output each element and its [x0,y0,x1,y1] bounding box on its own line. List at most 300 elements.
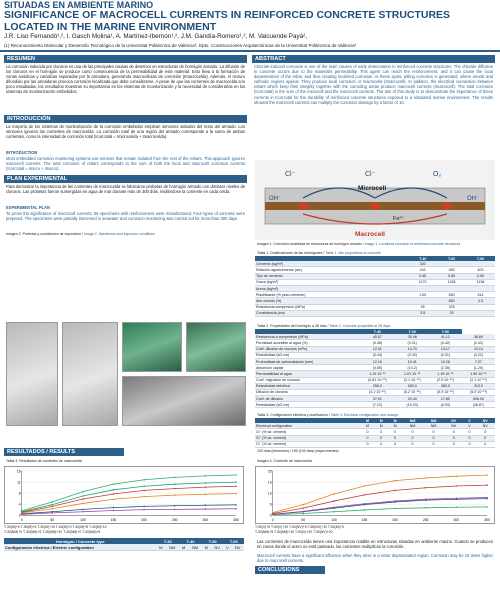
table-cell: NV [231,544,244,551]
data-point [82,509,84,511]
x-tick-label: 300 [202,518,209,523]
resumen-text: La corrosión inducida por cloruros es una de las principales causas de deterioro en estructuras de hormigón armado. La difusión de los cloruros en el hormigón se produce como consecuencia de la permeabilidad de este material. Esto lleva a la formación de zonas anódicas y catódicas separadas por la armadura, generando macrocélulas de corrosión (Imacrocelda). Además, el cloruro difundido por las armaduras provoca corrosión localizada que debe considerarse. A pesar de que las corrientes de macrocelda son poco estudiadas, los resultados muestran su importancia en los sistemas de monitorización y la necesidad de considerarlas en los sistemas de monitorización embebidos. [6,64,245,95]
microcell-label: Microcell [358,185,387,192]
data-point [205,504,207,506]
data-point [303,513,305,515]
table-cell: V [223,544,231,551]
table-cell: 0 [476,435,495,441]
oxygen-label: O₂ [433,171,442,178]
table-cell: 0 [463,429,475,435]
data-point [113,510,115,512]
table-2 [255,329,495,408]
table-cell: Resistencia a compresión (MPa) [255,334,359,340]
data-point [205,486,207,488]
data-point [364,485,366,487]
resultados-title-es: RESULTADOS [7,449,45,455]
experimental-plan-label: EXPERIMENTAL PLAN [6,205,50,210]
table-cell: (5.0·10⁻¹¹) [462,389,495,395]
x-tick-label: 350 [484,518,490,523]
table-cell: (5.2·10⁻¹¹) [396,389,429,395]
table-cell: NM [165,544,179,551]
data-point [364,509,366,511]
chloride-label-2: Cl⁻ [365,171,376,178]
table-cell: 0 [463,435,475,441]
table-cell: NV [444,423,463,429]
results-right-caption: Imagen 4. Corriente de macrocelda [257,459,312,463]
data-point [205,482,207,484]
table-cell: 0 [388,441,402,447]
data-point [52,506,54,508]
data-point [174,477,176,479]
x-tick-label: 200 [392,518,398,523]
table-cell: 0 [361,429,375,435]
data-point [486,506,488,508]
table-cell: (0.81·10⁻¹¹) [359,377,396,383]
table-cell: (0.22) [462,352,495,358]
table-cell: NM [188,544,202,551]
table-row [255,310,495,316]
x-tick-label: 250 [422,518,429,523]
data-point [425,477,427,479]
table-cell: 400 [466,267,495,273]
table-header-cell: M [361,418,375,423]
table-cell: 0.90 [466,273,495,279]
hydroxide-label-1: OH⁻ [269,196,282,202]
data-point [303,511,305,513]
table-cell: (2.35) [429,365,462,371]
introduccion-title: INTRODUCCIÓN [4,115,247,123]
table-3 [255,418,495,448]
table-cell: 41.12 [429,334,462,340]
table-cell: M [156,544,165,551]
table-1 [255,256,495,317]
table-cell: 37.01 [359,396,396,402]
y-tick-label: 6 [269,502,272,507]
table-cell: 650 [437,292,466,298]
table-3-caption: Tabla 3. Configuración eléctrica y dosificación / Table 3. Electrical configuration and dosage [257,413,399,417]
table-cell: 313.0 [462,383,495,389]
table-cell: (0.42) [429,340,462,346]
y-tick-label: 4 [18,502,21,507]
conclusiones-text: Las corrientes de macrocelda tienen una importancia notable en estructuras situadas en ambiente marino. Cuando se producen en zonas donde el acero no está pasivado, las corrientes multiplican la corrosión. [257,539,493,550]
x-tick-label: 50 [50,518,55,523]
data-point [486,474,488,476]
table-3-title-en: Table 3. Electrical configuration and dosage [330,413,399,417]
title-line-3: LOCATED IN THE MARINE ENVIRONMENT [4,21,217,33]
table-cell: 13.14 [462,346,495,352]
table-header-cell: T-40 [179,538,202,544]
chart-left-legend-2: T-30(NM)+0 T-30(NM)+5 T-30(NM)+10 T-40(NM)+0 T-40(NM)+5 [4,530,101,534]
x-tick-label: 0 [20,518,23,523]
data-point [425,507,427,509]
table-row-label: Configuración eléctrica / Electric configuration [4,544,156,551]
conclusions-text: Macrocell currents have a significant influence when they arise in a rebar depassivated region. Corrosion may be 10 times higher due to macrocell currents. [257,553,493,564]
table-1-title-en: Table 1. Mix proportions of concrete [325,251,381,255]
table-cell: 20 [437,310,466,316]
table-2-title: Tabla 2. Propiedades del hormigón a 28 días [257,324,327,328]
iron-ion-label: Fe²⁺ [393,216,405,222]
figure-1-caption-en: Image 1. Localized corrosion in reinforced concrete structures [364,242,461,246]
plan-text: Para demostrar la importancia de las corrientes de macrocelda se fabricaron probetas de hormigón armado con distintos niveles de cloruros. Las probetas fueron sumergidas en agua de mar durante más de 300 días, midiéndose la corriente en cada celda. [6,184,245,195]
x-tick-label: 50 [301,518,306,523]
data-point [113,493,115,495]
table-header-cell: T-60 [396,329,429,334]
y-tick-label: 15 [16,469,21,474]
table-cell: Plastificante (% peso cemento) [255,292,408,298]
table-cell: 17.80 [429,396,462,402]
table-header-cell: T-90 [429,329,462,334]
table-cell: (0.32) [396,352,429,358]
table-header-cell: NV [444,418,463,423]
table-header-cell: T-90 [466,256,495,261]
table-cell: Profundidad de carbonatación (mm) [255,358,359,364]
data-point [82,498,84,500]
table-cell: 0.45 [408,273,437,279]
table-cell: 1156 [437,279,466,285]
y-tick-label: 8 [18,491,21,496]
data-point [143,490,145,492]
table-cell: 0 [374,441,388,447]
table-cell: 0 [444,429,463,435]
conclusions-title: CONCLUSIONS [255,566,325,574]
data-point [143,479,145,481]
table-row [255,402,495,408]
table-cell: Permeabilidad al agua [255,371,359,377]
table-2-block [255,323,495,408]
table-cell: 650 [437,298,466,304]
data-point [174,488,176,490]
table-cell: NV [211,544,224,551]
table-cell: 20.40 [396,396,429,402]
macrocell-chart-left [4,466,244,524]
table-row [255,441,495,447]
table-cell: 7.07 [462,358,495,364]
table-1-caption: Tabla 1. Dosificaciones de las hormigones / Table 1. Mix proportions of concrete [257,251,381,255]
table-cell: 10.41 [396,358,429,364]
data-point [486,484,488,486]
table-3-block [255,412,495,454]
table-cell [466,310,495,316]
table-cell: (4.1·10⁻¹¹) [359,389,396,395]
table-cell: 0 [374,429,388,435]
table-cell: 1.15·10⁻¹¹ [429,371,462,377]
table-3-note: 100 días (inmersión) / 100 (100 días) (especímenes) [257,448,339,453]
table-cell: Absorción capilar [255,365,359,371]
table-cell: 4.5 [466,298,495,304]
chart-right-legend-2: T-50(NM)+5 T-50(NM)+10 T-50(V)+20 T-50(NV)+20 [255,530,333,534]
table-header-cell: T-60 [202,538,224,544]
data-point [364,494,366,496]
table-cell: Difusión de cloruros [255,389,359,395]
y-tick-label: 0 [269,513,272,518]
hydroxide-label-2: OH⁻ [467,196,480,202]
data-point [235,504,237,506]
table-cell: M [202,544,211,551]
table-cell: Arena (kg/m³) [255,285,408,291]
title-line-2: SIGNIFICANCE OF MACROCELL CURRENTS IN REINFORCED CONCRETE STRUCTURES [4,9,451,21]
table-cell: Cl⁻ (% wt. cement) [255,429,361,435]
data-point [82,503,84,505]
x-tick-label: 300 [453,518,460,523]
x-tick-label: 250 [171,518,178,523]
table-cell: Resistividad eléctrica [255,383,359,389]
resultados-title: RESULTADOS / RESULTS [4,448,124,456]
conclusions-block [255,538,495,574]
table-2-caption: Tabla 2. Propiedades del hormigón a 28 días / Table 2. Concrete properties at 28 days [257,324,391,328]
table-cell: 383.0 [429,383,462,389]
data-point [303,504,305,506]
table-cell: 325 [437,304,466,310]
table-cell: Electrical configuration [255,423,361,429]
table-cell: Cl⁻ (% wt. cement) [255,441,361,447]
table-cell: 0 [388,429,402,435]
table-cell: 3.5 [408,310,437,316]
table-cell: Grava (kg/m³) [255,279,408,285]
table-cell: 606.00 [462,396,495,402]
table-cell: (0.31) [429,352,462,358]
table-cell: Aire ocluido (%) [255,298,408,304]
table-cell: 45 [408,304,437,310]
table-cell: 1170 [408,279,437,285]
table-cell: (0.46) [359,340,396,346]
chloride-label-1: Cl⁻ [285,171,296,178]
figure-2-caption-es: Imagen 2. Probetas y condiciones de exposición [6,232,82,236]
table-cell: 12.01 [359,346,396,352]
table-header-cell: T-40 [359,329,396,334]
table-cell: 0 [402,435,423,441]
specimen-rack-photo [122,376,246,426]
data-point [394,500,396,502]
table-cell: (10.23) [396,402,429,408]
data-point [205,508,207,510]
table-cell: (36.87) [462,402,495,408]
x-tick-label: 200 [141,518,147,523]
title-line-1: SITUADAS EN AMBIENTE MARINO [4,0,154,10]
table-cell: 283.0 [396,383,429,389]
data-point [394,480,396,482]
table-cell: M [374,423,388,429]
data-point [143,485,145,487]
poster-header [0,0,500,52]
data-point [394,490,396,492]
data-point [205,493,207,495]
table-1-block [255,250,495,317]
concrete-configuration-table [4,538,244,551]
data-point [333,507,335,509]
y-tick-label: 13 [267,491,272,496]
table-cell: 1138 [466,279,495,285]
table-cell: (4.65) [359,365,396,371]
specimen-diagram [62,322,118,426]
data-point [303,507,305,509]
x-tick-label: 150 [361,518,368,523]
introduccion-text: La mayoría de los sistemas de monitorización de la corrosión embebidos emplean sensores aislados del resto del armado. Los sensores ignoran las corrientes de macrocelda. La corrosión total de una región del armado corresponde a la suma de ambas corrientes, como la intensidad de corrosión total (Icorr,total = Imicrocelda + Imacrocelda). [6,124,245,140]
table-cell: Resistividad (kΩ·cm) [255,352,359,358]
table-cell: Cemento (kg/m³) [255,261,408,267]
left-column [4,55,247,237]
y-tick-label: 19 [267,480,272,485]
table-header-cell: T-60 [437,256,466,261]
table-3-title: Tabla 3. Configuración eléctrica y dosificación [257,413,328,417]
table-cell: (7.22) [359,402,396,408]
data-point [333,500,335,502]
table-cell: Tipo de cemento [255,273,408,279]
table-header-cell: NM [402,418,423,423]
data-point [235,508,237,510]
specimen-tank-photo-2 [186,322,246,372]
table-cell: 1.05 [408,292,437,298]
specimen-tank-photo [122,322,182,372]
table-cell: 0 [423,429,444,435]
x-tick-label: 0 [271,518,274,523]
data-point [113,499,115,501]
table-cell: 320 [408,261,437,267]
table-header-cell: T-90 [223,538,244,544]
data-point [486,497,488,499]
introduction-text: Most embedded corrosion monitoring systems use sensors that remain isolated from the rest of the rebars. This approach ignores macrocell currents. The total corrosion of rebars corresponds to the sum of both the local and macrocell corrosion currents (Icorr,total = Imicro + Imacro). [6,156,245,172]
specimen-photo-1 [6,322,58,426]
data-point [174,483,176,485]
table-row [4,544,244,551]
table-cell: NM [402,423,423,429]
data-point [52,512,54,514]
table-header-cell: V [463,418,475,423]
table-header-cell: T-40 [408,256,437,261]
macrocell-chart-right [255,466,495,524]
data-point [333,511,335,513]
chart-left-legend-1: T-30(M)+0 T-30(M)+5 T-30(M)+10 T-40(M)+0 T-40(M)+5 T-40(M)+10 [4,525,107,529]
data-point [82,511,84,513]
table-cell: 10.28 [429,358,462,364]
table-cell: (2.1·10⁻¹²) [396,377,429,383]
table-header-cell: Hormigón / Concrete type [4,538,156,544]
data-point [18,513,23,518]
table-cell: 1.01·10⁻¹¹ [396,371,429,377]
table-header-cell: NM [423,418,444,423]
table-cell: Porosidad accesible al agua (%) [255,340,359,346]
x-tick-label: 100 [80,518,86,523]
data-point [113,489,115,491]
table-header-cell: NV [476,418,495,423]
abstract-title: ABSTRACT [252,55,495,63]
data-point [394,508,396,510]
table-cell: 14.70 [396,346,429,352]
table-cell: 0 [402,429,423,435]
table-cell: 45.57 [359,334,396,340]
figure-1-caption-es: Imagen 1. Corrosión localizada en estructuras de hormigón armado [257,242,362,246]
table-cell: 0 [423,441,444,447]
table-cell: 0.60 [437,273,466,279]
table-cell: 0 [374,435,388,441]
data-point [174,505,176,507]
table-2-title-en: Table 2. Concrete properties at 28 days [329,324,391,328]
table-cell: 1.90·10⁻¹¹ [462,371,495,377]
table-cell: NV [476,423,495,429]
plan-title: PLAN EXPERIMENTAL [4,175,247,183]
table-cell: Coef. de difusión [255,396,359,402]
macrocell-label: Macrocell [355,231,385,238]
table-cell: 242 [408,267,437,273]
table-cell: 0 [388,435,402,441]
data-point [272,513,274,515]
data-point [113,483,115,485]
data-point [82,491,84,493]
table-cell: NM [423,423,444,429]
abstract-text: Chloride-induced corrosion is one of the main causes of early deterioration in reinforced concrete structures. The chloride diffusion in concrete occurs due to the material's permeability. This agent can reach the reinforcement, and it can cause the local depassivation of the rebar, and thus creating localized corrosion. At these spots, pitting corrosion is generated, where anodic and cathodic regions appear. They produce local corrosion or macrocells (Imacrocell). In addition, the electrical connection between rebars which keep their integrity together with the corroding areas produce macrocell currents (Imacrocell). The total corrosion (Icorr,total) is the sum of the microcell and the macrocell currents. The aim of this study is to demonstrate the importance of these currents in Icorr,total for the durability of reinforced concrete structures exposed to a simulated marine environment. The results showed the macrocell currents can multiply the corrosion damage by a factor of 10. [254,64,493,105]
experimental-plan-text: To prove the significance of macrocell currents, 56 specimens with reinforcement were manufactured. Four types of concrete were prepared. The specimens were partially immersed in seawater and corrosion monitoring was carried out for more than 300 days. [6,211,245,222]
table-cell: Relación agua/cemento (a/c) [255,267,408,273]
macrocell-schematic [255,160,495,240]
table-header-cell: T-30 [156,538,179,544]
data-point [456,485,458,487]
table-cell: 614 [466,292,495,298]
y-tick-label: 0 [18,513,21,518]
table-cell: M [179,544,188,551]
data-point [425,499,427,501]
data-point [456,497,458,499]
data-point [235,474,237,476]
data-point [456,507,458,509]
figure-2-caption-en: Image 2. Specimens and exposure conditions [84,232,155,236]
table-1-title: Tabla 1. Dosificaciones de las hormigones [257,251,323,255]
introduction-label: INTRODUCTION [6,150,38,155]
authors: J.R. Liso Fernandó¹,², I. Gasch Molina¹, A. Martínez-Ibernón¹,², J.M. Gandía-Romero¹,², M. Valcuende Payá², [4,33,307,40]
data-point [52,508,54,510]
table-cell: V [463,423,475,429]
x-tick-label: 350 [233,518,239,523]
table-cell: 0 [361,441,375,447]
results-left-caption: Tabla 4. Resultados de corrientes de macrocelda [6,459,82,463]
table-cell: 0 [361,435,375,441]
table-cell: M [388,423,402,429]
table-cell: (0.44) [359,352,396,358]
table-cell: Consistencia (cm) [255,310,408,316]
series-line [273,499,487,515]
data-point [113,507,115,509]
resumen-title: RESUMEN [4,55,247,63]
table-cell: 0 [476,429,495,435]
data-point [174,509,176,511]
figure-1-caption: Imagen 1. Corrosión localizada en estructuras de hormigón armado / Image 1. Localized corrosion in reinforced concrete structures [257,242,461,246]
affiliation: (1) Reconocimiento Molecular y Desarrollo Tecnológico de la Universitat Politècnica de València³. Dpto. Construcciones Arquitectónicas de la Universitat Politècnica de València² [4,43,357,48]
table-cell: (6.93) [429,402,462,408]
table-cell: (2.0·10⁻¹¹) [429,377,462,383]
table-cell: 0 [476,441,495,447]
table-cell: 0 [402,441,423,447]
table-cell: 0 [423,435,444,441]
y-tick-label: 11 [17,480,21,485]
table-cell: (2.42) [462,340,495,346]
table-cell: Coef. migración de cloruros [255,377,359,383]
data-point [333,493,335,495]
table-cell: 35.48 [396,334,429,340]
data-point [143,496,145,498]
data-point [205,475,207,477]
data-point [143,509,145,511]
table-cell: 12.16 [359,358,396,364]
figure-2-caption: Imagen 2. Probetas y condiciones de exposición / Image 2. Specimens and exposure conditions [6,232,155,236]
data-point [52,504,54,506]
data-point [174,494,176,496]
data-point [235,481,237,483]
table-cell: (10.2) [396,365,429,371]
table-cell: (2.1·10⁻¹¹) [462,377,495,383]
table-cell: (0.21) [396,340,429,346]
table-cell: Cl⁻ (% wt. cement) [255,435,361,441]
table-cell: Resistencia compresión (MPa) [255,304,408,310]
data-point [143,506,145,508]
table-cell: (1.20) [462,365,495,371]
